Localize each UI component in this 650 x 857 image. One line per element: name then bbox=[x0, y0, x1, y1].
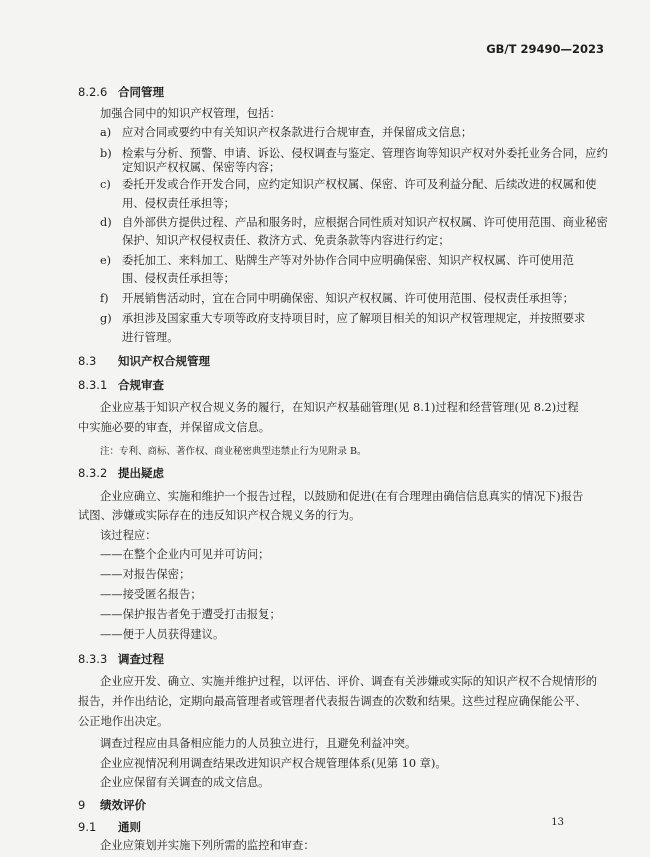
section-title: 提出疑虑 bbox=[118, 466, 164, 480]
heading-8-3-1 bbox=[78, 377, 164, 393]
section-number: 8.3.1 bbox=[78, 378, 108, 392]
paragraph-intro: 该过程应： bbox=[100, 529, 157, 542]
heading-9-1 bbox=[78, 819, 141, 835]
section-title: 调查过程 bbox=[118, 652, 164, 666]
section-number: 8.2.6 bbox=[78, 85, 108, 99]
list-item-e-cont: 围、侵权责任承担等； bbox=[122, 272, 235, 285]
dash-item: ——保护报告者免于遭受打击报复； bbox=[100, 608, 281, 621]
section-number: 9.1 bbox=[78, 820, 97, 834]
item-text: 承担涉及国家重大专项等政府支持项目时，应了解项目相关的知识产权管理规定，并按照要求 bbox=[122, 312, 586, 325]
list-item-d-cont: 保护、知识产权侵权责任、救济方式、免责条款等内容进行约定； bbox=[122, 234, 450, 247]
section-title: 合同管理 bbox=[118, 85, 164, 99]
item-text: 自外部供方提供过程、产品和服务时，应根据合同性质对知识产权权属、许可使用范围、商业秘密 bbox=[122, 216, 608, 229]
list-item-f bbox=[100, 290, 574, 306]
heading-8-3-3 bbox=[78, 651, 164, 667]
section-number: 9 bbox=[78, 798, 86, 812]
paragraph: 调查过程应由具备相应能力的人员独立进行，且避免利益冲突。 bbox=[100, 737, 417, 750]
section-title: 通则 bbox=[118, 820, 141, 834]
heading-8-2-6 bbox=[78, 84, 164, 100]
dash-item: ——在整个企业内可见并可访问； bbox=[100, 548, 270, 561]
section-number: 8.3 bbox=[78, 354, 97, 368]
item-text: 委托开发或合作开发合同，应约定知识产权权属、保密、许可及利益分配、后续改进的权属和使 bbox=[122, 178, 597, 191]
paragraph-intro: 加强合同中的知识产权管理，包括： bbox=[100, 107, 281, 120]
item-text: 检索与分析、预警、申请、诉讼、侵权调查与鉴定、管理咨询等知识产权对外委托业务合同，应约 bbox=[122, 147, 608, 160]
item-text: 委托加工、来料加工、贴牌生产等对外协作合同中应明确保密、知识产权权属、许可使用范 bbox=[122, 254, 574, 267]
note: 注：专利、商标、著作权、商业秘密典型违禁止行为见附录 B。 bbox=[100, 446, 367, 457]
item-label: d) bbox=[100, 216, 112, 229]
paragraph: 企业应保留有关调查的成文信息。 bbox=[100, 776, 270, 789]
paragraph-line: 报告，并作出结论，定期向最高管理者或管理者代表报告调查的次数和结果。这些过程应确保能公平、 bbox=[78, 695, 587, 708]
item-label: c) bbox=[100, 178, 111, 191]
paragraph-line: 中实施必要的审查，并保留成文信息。 bbox=[78, 421, 271, 434]
paragraph-line: 企业应确立、实施和维护一个报告过程，以鼓励和促进(在有合理理由确信信息真实的情况下)报告 bbox=[100, 490, 584, 503]
dash-item: ——便于人员获得建议。 bbox=[100, 628, 225, 641]
paragraph: 企业应视情况利用调查结果改进知识产权合规管理体系(见第 10 章)。 bbox=[100, 757, 447, 770]
dash-item: ——对报告保密； bbox=[100, 568, 191, 581]
item-label: a) bbox=[100, 126, 112, 139]
item-label: b) bbox=[100, 147, 112, 160]
paragraph-line: 企业应策划并实施下列所需的监控和审查： bbox=[100, 839, 315, 852]
heading-9 bbox=[78, 797, 146, 813]
paragraph-line: 试图、涉嫌或实际存在的违反知识产权合规义务的行为。 bbox=[78, 509, 361, 522]
list-item-a bbox=[100, 124, 472, 140]
list-item-d bbox=[100, 214, 608, 230]
item-label: f) bbox=[100, 292, 109, 305]
list-item-b-cont: 定知识产权权属、保密等内容； bbox=[122, 161, 281, 174]
section-number: 8.3.2 bbox=[78, 466, 108, 480]
heading-8-3-2 bbox=[78, 465, 164, 481]
item-label: e) bbox=[100, 254, 112, 267]
list-item-g-cont: 进行管理。 bbox=[122, 331, 179, 344]
paragraph-line: 公正地作出决定。 bbox=[78, 715, 169, 728]
section-title: 绩效评价 bbox=[100, 798, 146, 812]
paragraph-line: 企业应开发、确立、实施并维护过程，以评估、评价、调查有关涉嫌或实际的知识产权不合规情形的 bbox=[100, 675, 598, 688]
list-item-e bbox=[100, 252, 574, 268]
paragraph-line: 企业应基于知识产权合规义务的履行，在知识产权基础管理(见 8.1)过程和经营管理(见 8.2)过程 bbox=[100, 401, 579, 414]
list-item-g bbox=[100, 310, 585, 326]
dash-item: ——接受匿名报告； bbox=[100, 588, 202, 601]
item-text: 应对合同或要约中有关知识产权条款进行合规审查，并保留成文信息； bbox=[122, 126, 473, 139]
list-item-c-cont: 用、侵权责任承担等； bbox=[122, 197, 235, 210]
list-item-c bbox=[100, 176, 596, 192]
section-title: 合规审查 bbox=[118, 378, 164, 392]
section-title: 知识产权合规管理 bbox=[118, 354, 210, 368]
item-label: g) bbox=[100, 312, 112, 325]
standard-number: GB/T 29490—2023 bbox=[486, 42, 604, 56]
page-number: 13 bbox=[551, 817, 564, 828]
item-text: 开展销售活动时，宜在合同中明确保密、知识产权权属、许可使用范围、侵权责任承担等； bbox=[122, 292, 574, 305]
section-number: 8.3.3 bbox=[78, 652, 108, 666]
heading-8-3 bbox=[78, 353, 210, 369]
